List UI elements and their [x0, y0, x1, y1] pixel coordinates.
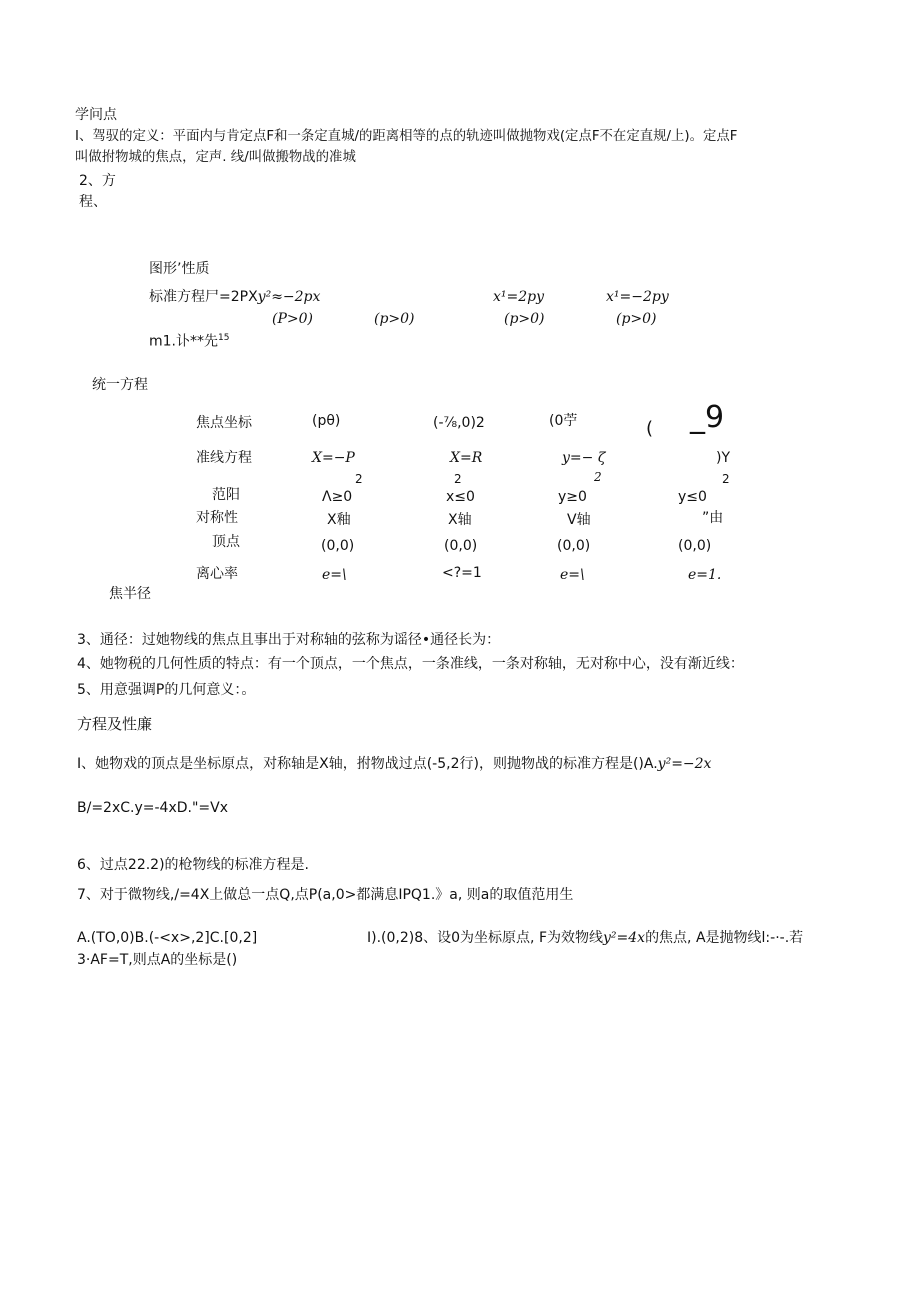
symmetry-value-4: ”由 [702, 510, 724, 526]
item-2-equation-a: 2、方 [79, 173, 116, 189]
directrix-sub-3: 2 [594, 470, 602, 484]
question-6: 6、过点22.2)的枪物线的标准方程是. [77, 857, 309, 873]
question-7-options: A.(TO,0)B.(-<x>,2]C.[0,2] [77, 930, 258, 946]
range-value-1: Λ≥0 [322, 489, 353, 505]
standard-equation-2: y²≈−2px [257, 289, 321, 305]
question-1 [77, 756, 711, 773]
directrix-value-3: y=− ζ [562, 450, 606, 466]
focus-value-3: (0苧 [549, 413, 578, 429]
p-condition-3: (p>0) [504, 311, 545, 327]
symmetry-value-3: V轴 [567, 512, 591, 528]
definition-line-2: 叫做拊物城的焦点，定声. 线/叫做搬物战的准城 [75, 150, 356, 165]
directrix-value-4: )Y [716, 450, 731, 466]
vertex-value-1: (0,0) [321, 538, 355, 554]
question-8-prefix: I).(0,2)8、设0为坐标原点, F为效物线 [367, 930, 603, 946]
vertex-value-4: (0,0) [678, 538, 712, 554]
garbled-row [149, 333, 229, 350]
directrix-sub-1: 2 [355, 472, 363, 486]
item-3-latus-rectum: 3、通径：过她物线的焦点且事出于对称轴的弦称为谣径•通径长为： [77, 632, 501, 648]
question-1-options: B/=2xC.y=-4xD."=Vx [77, 800, 228, 816]
p-condition-2: (p>0) [374, 311, 415, 327]
section-title-knowledge: 学问点 [75, 107, 117, 123]
range-label: 范阳 [212, 487, 240, 503]
standard-equation-row [149, 289, 320, 306]
item-5-meaning-p: 5、用意强调P的几何意义：。 [77, 682, 256, 698]
symmetry-value-1: X釉 [327, 512, 351, 528]
garbled-row-sup: 15 [218, 333, 230, 343]
question-1-text: I、她物戏的顶点是坐标原点，对称轴是X轴，拊物战过点(-5,2行)，则抛物战的标准方程是()A. [77, 756, 658, 772]
directrix-sub-4: 2 [722, 472, 730, 486]
question-8-suffix: 的焦点, A是抛物线l:-·-.若 [645, 930, 804, 946]
directrix-label: 准线方程 [196, 450, 252, 466]
symmetry-value-2: X轴 [448, 512, 472, 528]
focus-value-4a: ( [646, 418, 654, 439]
item-4-geometry: 4、她物税的几何性质的特点：有一个顶点，一个焦点，一条准线，一条对称轴，无对称中心，没有渐近线： [77, 656, 744, 672]
directrix-sub-2: 2 [454, 472, 462, 486]
item-2-equation-b: 程、 [79, 194, 107, 210]
directrix-value-2: X=R [450, 450, 483, 466]
definition-line-1: I、驾驭的定义：平面内与肯定点F和一条定直城/的距离相等的点的轨迹叫做抛物戏(定点F不在定直规/上)。定点F [75, 129, 738, 144]
eccentricity-value-3: e=\ [560, 567, 585, 583]
focus-label: 焦点坐标 [196, 415, 252, 431]
garbled-row-text: m1.讣**先 [149, 333, 218, 350]
eccentricity-value-2: <?=1 [442, 565, 482, 581]
unified-equation-title: 统一方程 [92, 377, 148, 393]
symmetry-label: 对称性 [196, 510, 238, 526]
focus-value-1: (pθ) [312, 413, 341, 429]
range-value-3: y≥0 [558, 489, 587, 505]
question-7: 7、对于微物线,/=4X上做总一点Q,点P(a,0>都满息IPQ1.》a, 则a的取值范用生 [77, 887, 574, 903]
vertex-value-2: (0,0) [444, 538, 478, 554]
question-8-line-2: 3·AF=T,则点A的坐标是() [77, 952, 238, 968]
question-8-line-1 [367, 930, 803, 947]
eccentricity-label: 离心率 [196, 566, 238, 582]
p-condition-4: (p>0) [616, 311, 657, 327]
question-8-equation: y²=4x [603, 930, 646, 946]
question-1-option-a: y²=−2x [657, 756, 712, 772]
focal-radius-label: 焦半径 [109, 586, 151, 602]
figure-property-title: 图形’性质 [149, 261, 210, 277]
eccentricity-value-4: e=1. [688, 567, 722, 583]
standard-equation-4: x¹=−2py [606, 289, 669, 305]
range-value-2: x≤0 [446, 489, 475, 505]
standard-equation-3: x¹=2py [493, 289, 545, 305]
p-condition-1: (P>0) [272, 311, 313, 327]
eccentricity-value-1: e=\ [322, 567, 347, 583]
vertex-value-3: (0,0) [557, 538, 591, 554]
vertex-label: 顶点 [212, 534, 240, 550]
directrix-value-1: X=−P [312, 450, 355, 466]
focus-value-4b: _9 [690, 400, 725, 435]
focus-value-2: (-⅞,0)2 [433, 415, 485, 431]
section-title-equations: 方程及性廉 [77, 715, 153, 733]
range-value-4: y≤0 [678, 489, 707, 505]
standard-equation-label: 标准方程尸=2PX [149, 289, 258, 305]
